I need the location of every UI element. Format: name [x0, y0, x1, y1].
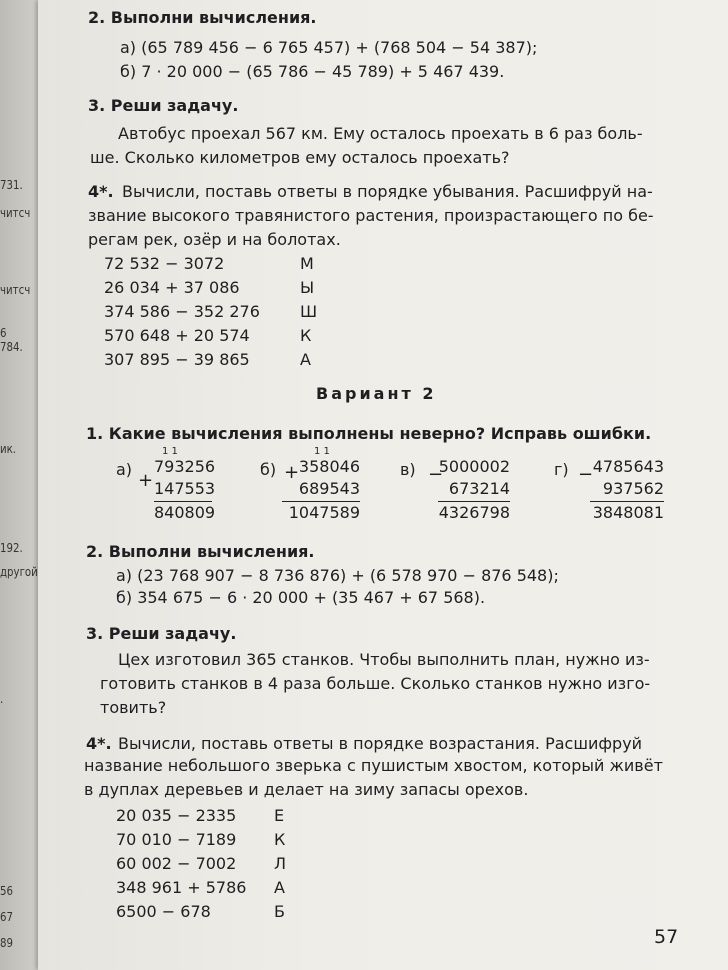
result: 4326798: [438, 503, 510, 522]
edge-text: 67: [0, 910, 13, 924]
task-2-a: а) (65 789 456 − 6 765 457) + (768 504 − 54 387);: [120, 38, 538, 57]
edge-text: 56: [0, 884, 13, 898]
v2-task-2-a: а) (23 768 907 − 8 736 876) + (6 578 970 − 876 548);: [116, 566, 559, 585]
task-3-title: 3. Реши задачу.: [88, 96, 239, 115]
column-addition-a: [154, 456, 216, 524]
operand-bottom: 689543: [298, 479, 360, 498]
v2-task-4-line-2: название небольшого зверька с пушистым хвостом, который живёт: [84, 756, 663, 775]
column-addition-b: [282, 456, 360, 524]
v2-task-4-line-3: в дуплах деревьев и делает на зиму запасы орехов.: [84, 780, 529, 799]
textbook-page: [38, 0, 728, 970]
task-2-b: б) 7 · 20 000 − (65 786 − 45 789) + 5 467 439.: [120, 62, 505, 81]
cipher-letter: М: [300, 254, 314, 273]
task-4-line-3: регам рек, озёр и на болотах.: [88, 230, 341, 249]
cipher-expression: 307 895 − 39 865: [104, 350, 250, 369]
edge-text: другой: [0, 565, 38, 579]
cipher-letter: Е: [274, 806, 285, 825]
cipher-letter: К: [274, 830, 286, 849]
v2-task-1-title: 1. Какие вычисления выполнены неверно? Исправь ошибки.: [86, 424, 652, 443]
result: 1047589: [282, 501, 360, 524]
cipher-expression: 72 532 − 3072: [104, 254, 225, 273]
operand-bottom: 673214: [448, 479, 510, 498]
cipher-letter: Л: [274, 854, 287, 873]
column-subtraction-g: [590, 456, 664, 524]
result: 840809: [154, 503, 216, 522]
v2-task-3-line-3: товить?: [100, 698, 167, 717]
plus-sign: +: [284, 462, 300, 483]
result: 3848081: [590, 501, 664, 524]
task-4-line-1: Вычисли, поставь ответы в порядке убывания. Расшифруй на-: [122, 182, 653, 201]
plus-sign: +: [138, 470, 154, 491]
v2-task-3-title: 3. Реши задачу.: [86, 624, 237, 643]
v2-task-2-title: 2. Выполни вычисления.: [86, 542, 315, 561]
edge-text: читсч: [0, 283, 31, 297]
task-2-title: 2. Выполни вычисления.: [88, 8, 317, 27]
cipher-expression: 60 002 − 7002: [116, 854, 237, 873]
cipher-letter: Ш: [300, 302, 318, 321]
task-3-line-2: ше. Сколько километров ему осталось проехать?: [90, 148, 510, 167]
column-label: б): [260, 460, 277, 479]
operand-top: 5000002: [438, 457, 510, 476]
edge-text: 731.: [0, 178, 23, 192]
operand-top: 793256: [154, 457, 216, 476]
operand-top: 358046: [298, 457, 360, 476]
operand-bottom: 937562: [602, 479, 664, 498]
carry-digits: 1 1: [162, 446, 178, 457]
adjacent-page-edge: [0, 0, 38, 970]
task-4-star: 4*.: [88, 182, 114, 201]
operand-bottom: 147553: [154, 479, 216, 498]
cipher-expression: 348 961 + 5786: [116, 878, 247, 897]
cipher-letter: Ы: [300, 278, 315, 297]
v2-task-4-star: 4*.: [86, 734, 112, 753]
cipher-expression: 20 035 − 2335: [116, 806, 237, 825]
cipher-expression: 6500 − 678: [116, 902, 211, 921]
edge-text: 89: [0, 936, 13, 950]
cipher-letter: К: [300, 326, 312, 345]
cipher-letter: А: [274, 878, 285, 897]
edge-text: читсч: [0, 206, 31, 220]
column-subtraction-v: [438, 456, 510, 524]
task-3-line-1: Автобус проехал 567 км. Ему осталось проехать в 6 раз боль-: [118, 124, 643, 143]
task-4-line-2: звание высокого травянистого растения, произрастающего по бе-: [88, 206, 654, 225]
edge-text: .: [0, 692, 4, 706]
cipher-letter: Б: [274, 902, 285, 921]
edge-text: 192.: [0, 541, 23, 555]
page-number: 57: [654, 926, 679, 948]
cipher-letter: А: [300, 350, 311, 369]
minus-sign: −: [428, 464, 444, 485]
minus-sign: −: [578, 464, 594, 485]
variant-heading: Вариант 2: [316, 384, 437, 403]
cipher-expression: 570 648 + 20 574: [104, 326, 250, 345]
carry-digits: 1 1: [314, 446, 330, 457]
edge-text: ик.: [0, 442, 17, 456]
operand-top: 4785643: [592, 457, 664, 476]
v2-task-2-b: б) 354 675 − 6 · 20 000 + (35 467 + 67 568).: [116, 588, 486, 607]
edge-text: 6 784.: [0, 326, 23, 354]
cipher-expression: 374 586 − 352 276: [104, 302, 260, 321]
cipher-expression: 26 034 + 37 086: [104, 278, 240, 297]
column-label: в): [400, 460, 416, 479]
cipher-expression: 70 010 − 7189: [116, 830, 237, 849]
column-label: а): [116, 460, 133, 479]
v2-task-3-line-2: готовить станков в 4 раза больше. Сколько станков нужно изго-: [100, 674, 651, 693]
v2-task-3-line-1: Цех изготовил 365 станков. Чтобы выполнить план, нужно из-: [118, 650, 650, 669]
column-label: г): [554, 460, 569, 479]
v2-task-4-line-1: Вычисли, поставь ответы в порядке возрастания. Расшифруй: [118, 734, 643, 753]
